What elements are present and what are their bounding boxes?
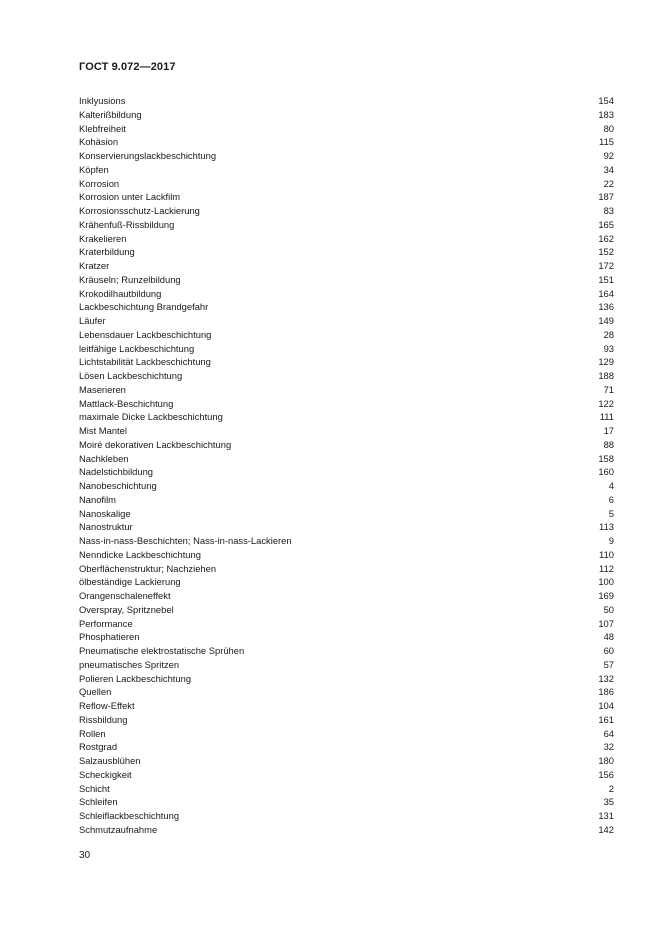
index-term: pneumatisches Spritzen (79, 658, 180, 670)
index-entry (79, 617, 614, 631)
index-entry (79, 507, 614, 521)
index-term: Oberflächenstruktur; Nachziehen (79, 562, 217, 574)
index-page-ref: 183 (598, 108, 614, 120)
index-term: Salzausblühen (79, 755, 141, 766)
index-term: Inklyusions (79, 95, 126, 106)
index-page-ref: 107 (598, 617, 614, 629)
index-entry (79, 397, 614, 411)
index-entry (79, 589, 614, 603)
index-entry (79, 548, 614, 562)
index-page-ref: 136 (598, 301, 614, 313)
index-entry (79, 520, 614, 534)
index-entry (79, 685, 614, 699)
index-entry (79, 218, 614, 232)
index-term: Nanoskalige (79, 507, 131, 519)
index-page-ref: 35 (603, 796, 614, 808)
index-page-ref: 104 (598, 700, 614, 711)
index-entry (79, 122, 614, 136)
index-entry (79, 630, 614, 644)
index-entry (79, 342, 614, 356)
index-page-ref: 88 (603, 438, 614, 450)
index-term: Nachkleben (79, 452, 129, 464)
index-page-ref: 162 (598, 232, 614, 244)
index-term: Maserieren (79, 383, 126, 395)
index-entry (79, 232, 614, 246)
index-entry (79, 575, 614, 589)
index-term: Schleiflackbeschichtung (79, 810, 180, 821)
index-page-ref: 4 (608, 480, 614, 491)
index-entry (79, 795, 614, 809)
index-page-ref: 151 (598, 273, 614, 285)
index-entry (79, 493, 614, 507)
index-term: Lackbeschichtung Brandgefahr (79, 301, 209, 313)
index-page-ref: 48 (603, 631, 614, 643)
index-page-ref: 122 (598, 397, 614, 409)
index-page-ref: 115 (599, 136, 614, 148)
index-page-ref: 156 (598, 768, 614, 780)
index-term: Moiré dekorativen Lackbeschichtung (79, 438, 232, 450)
index-entry (79, 314, 614, 328)
index-entry (79, 204, 614, 218)
index-entry (79, 562, 614, 576)
index-term: Korrosion (79, 177, 120, 189)
index-entry (79, 479, 614, 493)
index-page-ref: 152 (598, 246, 614, 258)
index-page-ref: 71 (603, 383, 614, 395)
index-page-ref: 149 (598, 315, 614, 326)
index-term: Korrosion unter Lackfilm (79, 191, 181, 203)
index-entry (79, 768, 614, 782)
index-entry (79, 782, 614, 796)
index-term: Kalterißbildung (79, 108, 142, 120)
index-term: Läufer (79, 315, 106, 326)
index-page-ref: 112 (599, 562, 614, 574)
page-number: 30 (79, 850, 91, 861)
index-page-ref: 169 (598, 590, 614, 601)
index-term: Klebfreiheit (79, 122, 126, 134)
index-term: maximale Dicke Lackbeschichtung (79, 411, 223, 423)
index-page-ref: 50 (603, 603, 614, 615)
index-page-ref: 154 (598, 95, 614, 106)
index-page-ref: 131 (598, 810, 614, 821)
index-term: Quellen (79, 686, 112, 698)
index-entry (79, 135, 614, 149)
index-page-ref: 17 (603, 425, 614, 436)
index-entry (79, 410, 614, 424)
index-entry (79, 163, 614, 177)
index-page-ref: 111 (599, 411, 614, 423)
index-page-ref: 32 (603, 741, 614, 753)
document-header: ГОСТ 9.072—2017 (79, 61, 176, 73)
index-entry (79, 108, 614, 122)
index-page-ref: 165 (598, 218, 614, 230)
index-entry (79, 754, 614, 768)
index-page-ref: 80 (603, 122, 614, 134)
index-term: Mist Mantel (79, 425, 127, 436)
index-term: Krakelieren (79, 232, 127, 244)
index-entry (79, 644, 614, 658)
index-term: Overspray, Spritznebel (79, 603, 174, 615)
index-entry (79, 177, 614, 191)
index-page-ref: 5 (608, 507, 614, 519)
index-entry (79, 672, 614, 686)
index-entry (79, 809, 614, 823)
index-term: Polieren Lackbeschichtung (79, 672, 192, 684)
index-term: Rostgrad (79, 741, 118, 753)
alphabetical-index (79, 94, 614, 837)
index-page-ref: 187 (598, 191, 614, 203)
index-term: Rollen (79, 727, 106, 739)
index-page-ref: 158 (598, 452, 614, 464)
index-term: Kratzer (79, 260, 110, 271)
index-term: Nass-in-nass-Beschichten; Nass-in-nass-Lackieren (79, 535, 292, 546)
index-page-ref: 2 (608, 782, 614, 794)
index-term: Köpfen (79, 163, 109, 175)
index-page-ref: 160 (598, 466, 614, 478)
index-term: leitfähige Lackbeschichtung (79, 342, 195, 354)
index-page-ref: 28 (603, 328, 614, 340)
index-page-ref: 188 (598, 370, 614, 381)
index-page-ref: 57 (603, 658, 614, 670)
index-entry (79, 727, 614, 741)
index-page-ref: 129 (598, 356, 614, 368)
index-term: Lebensdauer Lackbeschichtung (79, 328, 212, 340)
index-entry (79, 424, 614, 438)
index-entry (79, 369, 614, 383)
index-term: Lichtstabilität Lackbeschichtung (79, 356, 211, 368)
index-term: Rissbildung (79, 713, 128, 725)
index-entry (79, 465, 614, 479)
index-page-ref: 64 (603, 727, 614, 739)
index-term: Orangenschaleneffekt (79, 590, 171, 601)
index-page-ref: 180 (598, 755, 614, 766)
index-term: Kräuseln; Runzelbildung (79, 273, 181, 285)
index-page-ref: 186 (598, 686, 614, 698)
index-page-ref: 100 (598, 576, 614, 588)
index-page-ref: 110 (599, 548, 614, 560)
index-term: ölbeständige Lackierung (79, 576, 181, 588)
index-term: Kohäsion (79, 136, 119, 148)
index-entry (79, 534, 614, 548)
index-page-ref: 142 (598, 823, 614, 835)
index-page-ref: 93 (603, 342, 614, 354)
index-entry (79, 740, 614, 754)
index-term: Schicht (79, 782, 110, 794)
index-term: Krähenfuß-Rissbildung (79, 218, 175, 230)
index-term: Schleifen (79, 796, 118, 808)
index-term: Nenndicke Lackbeschichtung (79, 548, 201, 560)
index-term: Schmutzaufnahme (79, 823, 158, 835)
index-entry (79, 355, 614, 369)
index-entry (79, 383, 614, 397)
index-entry (79, 149, 614, 163)
index-entry (79, 273, 614, 287)
index-term: Lösen Lackbeschichtung (79, 370, 183, 381)
index-entry (79, 259, 614, 273)
index-term: Mattlack-Beschichtung (79, 397, 174, 409)
index-page-ref: 22 (603, 177, 614, 189)
index-term: Reflow-Effekt (79, 700, 135, 711)
index-entry (79, 328, 614, 342)
index-term: Nanostruktur (79, 521, 133, 533)
index-entry (79, 452, 614, 466)
index-term: Nanofilm (79, 493, 116, 505)
index-term: Pneumatische elektrostatische Sprühen (79, 645, 245, 656)
index-term: Korrosionsschutz-Lackierung (79, 205, 200, 216)
index-term: Nadelstichbildung (79, 466, 154, 478)
index-page-ref: 92 (603, 150, 614, 161)
index-entry (79, 190, 614, 204)
index-page-ref: 83 (603, 205, 614, 216)
index-entry (79, 603, 614, 617)
index-page-ref: 60 (603, 645, 614, 656)
index-term: Nanobeschichtung (79, 480, 157, 491)
index-entry (79, 94, 614, 108)
index-term: Kraterbildung (79, 246, 135, 258)
index-page-ref: 113 (599, 521, 614, 533)
index-page-ref: 132 (598, 672, 614, 684)
index-page-ref: 172 (598, 260, 614, 271)
index-page-ref: 164 (598, 287, 614, 299)
index-page-ref: 34 (603, 163, 614, 175)
index-entry (79, 823, 614, 837)
index-entry (79, 658, 614, 672)
index-page-ref: 9 (608, 535, 614, 546)
index-entry (79, 713, 614, 727)
index-entry (79, 699, 614, 713)
index-term: Konservierungslackbeschichtung (79, 150, 217, 161)
index-entry (79, 300, 614, 314)
index-entry (79, 438, 614, 452)
index-term: Phosphatieren (79, 631, 140, 643)
index-entry (79, 287, 614, 301)
index-term: Scheckigkeit (79, 768, 132, 780)
index-page-ref: 161 (598, 713, 614, 725)
index-term: Performance (79, 617, 133, 629)
index-page-ref: 6 (608, 493, 614, 505)
index-term: Krokodilhautbildung (79, 287, 162, 299)
index-entry (79, 245, 614, 259)
